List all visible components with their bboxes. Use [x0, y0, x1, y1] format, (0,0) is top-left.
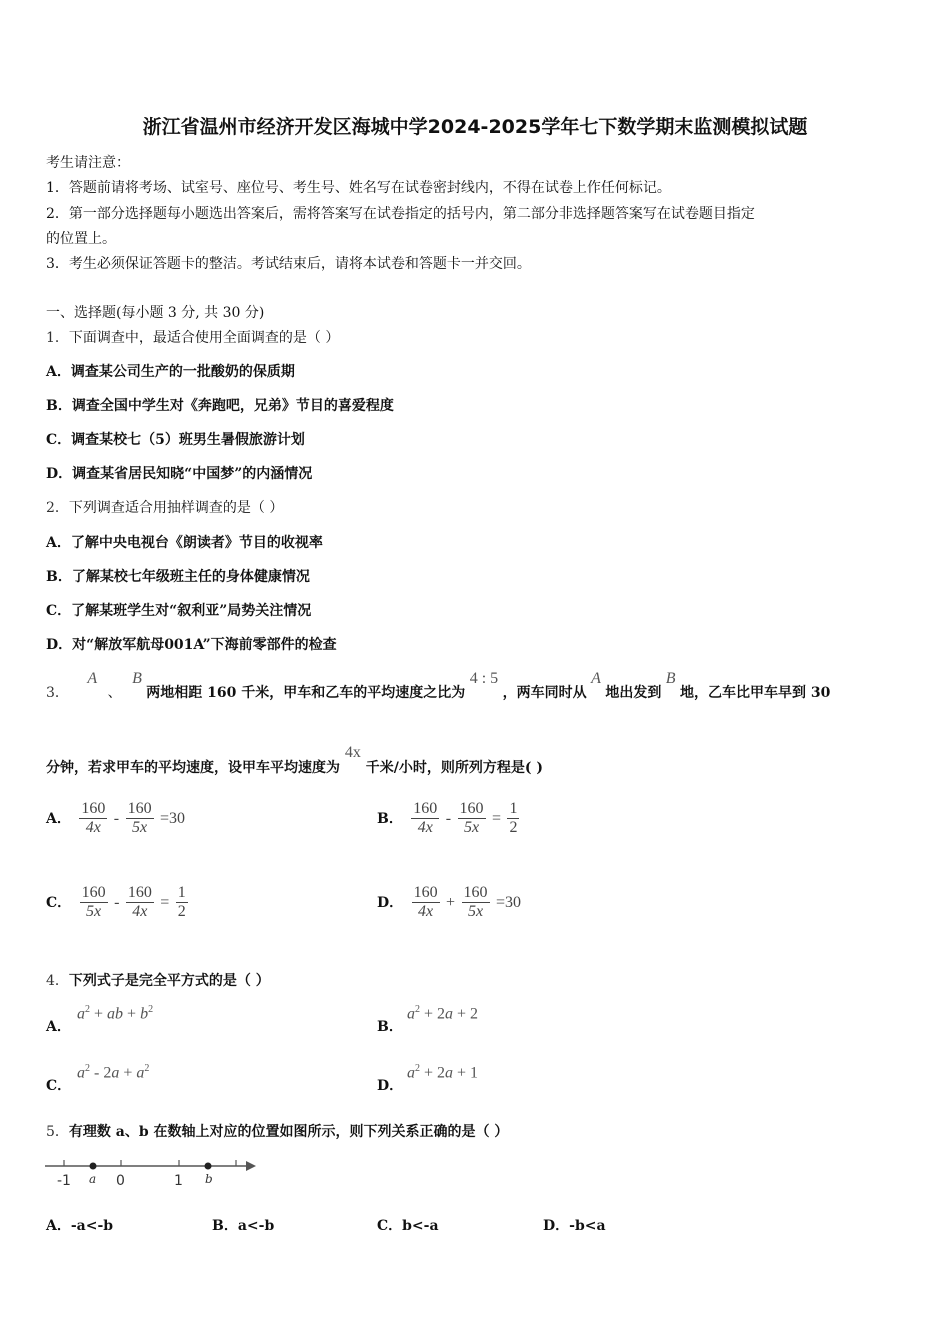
question-1: [46, 327, 339, 347]
point-a-label: A: [87, 670, 98, 687]
q4-expression-a: $a^2$ + ab + $b^2$: [77, 1004, 154, 1023]
point-b-dot: [205, 1163, 212, 1170]
fraction: $\frac{160}{4x}$: [413, 884, 438, 921]
fraction: $\frac{160}{5x}$: [463, 884, 488, 921]
q1-option-a[interactable]: A．调查某公司生产的一批酸奶的保质期: [46, 364, 295, 380]
page-title: 浙江省温州市经济开发区海城中学2024-2025学年七下数学期末监测模拟试题: [142, 116, 808, 138]
question-number: 3．: [46, 685, 69, 701]
q1-option-c[interactable]: C．调查某校七（5）班男生暑假旅游计划: [46, 432, 305, 448]
point-b-label: b: [205, 1172, 213, 1186]
point-b-label: B: [132, 670, 142, 687]
q2-option-b[interactable]: B．了解某校七年级班主任的身体健康情况: [46, 569, 310, 585]
q3-option-b[interactable]: B． $\frac{160}{4x}$ - $\frac{160}{5x}$ = $\frac{1}{2}$: [377, 800, 518, 837]
question-number: 2．: [46, 500, 69, 516]
question-number: 4．: [46, 973, 69, 989]
question-3: [46, 670, 831, 701]
point-b-label: B: [665, 670, 676, 687]
question-4: [46, 970, 270, 990]
question-3-cont: [46, 742, 543, 776]
fraction: $\frac{160}{4x}$: [81, 800, 106, 837]
question-5: [46, 1121, 508, 1141]
q4-option-a[interactable]: A．: [46, 1019, 71, 1035]
point-a-label: A: [591, 670, 601, 687]
q5-option-a[interactable]: A．-a<-b: [46, 1218, 114, 1234]
separator: 、: [107, 685, 122, 701]
q3-text-2: ，两车同时从: [502, 685, 587, 701]
question-stem: 有理数 a、b 在数轴上对应的位置如图所示，则下列关系正确的是（ ）: [68, 1124, 509, 1140]
point-a-dot: [90, 1163, 97, 1170]
question-number: 5．: [46, 1124, 69, 1140]
question-stem: 下面调查中，最适合使用全面调查的是（ ）: [68, 330, 340, 346]
q3-text-3: 地出发到: [605, 685, 662, 701]
q4-option-c[interactable]: C．: [46, 1078, 72, 1094]
q2-option-c[interactable]: C．了解某班学生对“叙利亚”局势关注情况: [46, 603, 312, 619]
fraction: $\frac{160}{4x}$: [127, 884, 152, 921]
q5-option-c[interactable]: C．b<-a: [377, 1218, 439, 1234]
notice-item-1: 1．答题前请将考场、试室号、座位号、考生号、姓名写在试卷密封线内，不得在试卷上作任何标记。: [46, 180, 671, 196]
q1-option-b[interactable]: B．调查全国中学生对《奔跑吧，兄弟》节目的喜爱程度: [46, 398, 394, 414]
q4-expression-d: $a^2 + 2a + 1$: [407, 1063, 479, 1082]
tick-label: 1: [174, 1173, 183, 1189]
notice-item-3: 3．考生必须保证答题卡的整洁。考试结束后，请将本试卷和答题卡一并交回。: [46, 256, 531, 272]
question-stem: 下列调查适合用抽样调查的是（ ）: [68, 500, 284, 516]
fraction: $\frac{160}{5x}$: [459, 800, 484, 837]
number-line: [40, 1152, 262, 1192]
q2-option-d[interactable]: D．对“解放军航母001A”下海前零部件的检查: [46, 637, 337, 653]
point-a-label: a: [89, 1172, 97, 1186]
notice-item-2-cont: 的位置上。: [46, 231, 116, 247]
notice-heading: 考生请注意：: [46, 155, 130, 171]
q3-text-5: 分钟，若求甲车的平均速度，设甲车平均速度为: [46, 760, 340, 776]
ratio: 4 : 5: [469, 670, 499, 687]
q3-option-a[interactable]: A． $\frac{160}{4x}$ - $\frac{160}{5x}$ =30: [46, 800, 186, 837]
q4-expression-b: $a^2 + 2a + 2$: [407, 1004, 479, 1023]
q2-option-a[interactable]: A．了解中央电视台《朗读者》节目的收视率: [46, 535, 323, 551]
q4-option-d[interactable]: D．: [377, 1078, 404, 1094]
question-2: [46, 497, 283, 517]
q3-text-1: 两地相距 160 千米，甲车和乙车的平均速度之比为: [146, 685, 466, 701]
question-number: 1．: [46, 330, 69, 346]
tick-label: -1: [57, 1173, 71, 1189]
q3-option-d[interactable]: D． $\frac{160}{4x}$ + $\frac{160}{5x}$ =30: [377, 884, 522, 921]
q5-option-b[interactable]: B．a<-b: [212, 1218, 275, 1234]
fraction: $\frac{1}{2}$: [509, 800, 518, 837]
q3-text-4: 地，乙车比甲车早到 30: [680, 685, 831, 701]
tick-label: 0: [116, 1173, 125, 1189]
q3-text-6: 千米/小时，则所列方程是( ): [365, 760, 543, 776]
section-heading: 一、选择题(每小题 3 分, 共 30 分): [46, 305, 265, 321]
q3-option-c[interactable]: C． $\frac{160}{5x}$ - $\frac{160}{4x}$ = $\frac{1}{2}$: [46, 884, 186, 921]
q1-option-d[interactable]: D．调查某省居民知晓“中国梦”的内涵情况: [46, 466, 313, 482]
q4-expression-c: $a^2 - 2a + a^2$: [77, 1063, 150, 1082]
fraction: $\frac{1}{2}$: [177, 884, 186, 921]
speed-expression: 4x: [344, 744, 361, 761]
arrow-icon: [246, 1161, 256, 1171]
question-stem: 下列式子是完全平方式的是（ ）: [68, 973, 270, 989]
notice-item-2: 2．第一部分选择题每小题选出答案后，需将答案写在试卷指定的括号内，第二部分非选择题答案写在试卷题目指定: [46, 206, 755, 222]
fraction: $\frac{160}{5x}$: [81, 884, 106, 921]
fraction: $\frac{160}{4x}$: [413, 800, 438, 837]
q4-option-b[interactable]: B．: [377, 1019, 403, 1035]
fraction: $\frac{160}{5x}$: [127, 800, 152, 837]
q5-option-d[interactable]: D．-b<a: [543, 1218, 606, 1234]
